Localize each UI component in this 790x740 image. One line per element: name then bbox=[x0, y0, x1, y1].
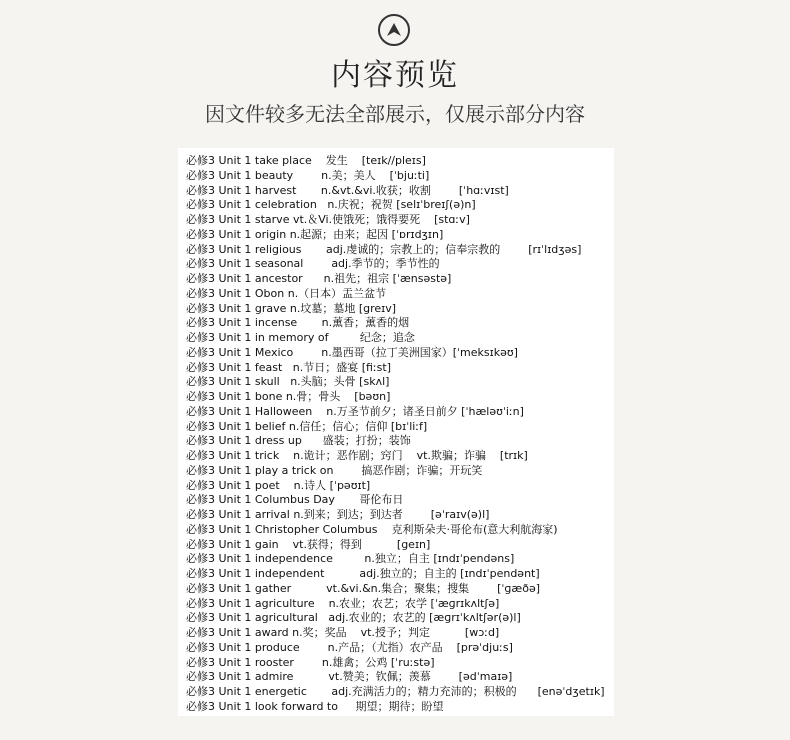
document-preview bbox=[178, 148, 614, 716]
vocab-line: 必修3 Unit 1 rooster n.雄禽；公鸡 [ˈruːstə] bbox=[186, 655, 435, 669]
vocab-line: 必修3 Unit 1 gather vt.&vi.&n.集合；聚集；搜集 [ˈɡæðə] bbox=[186, 581, 541, 595]
vocab-line: 必修3 Unit 1 look forward to 期望；期待；盼望 bbox=[186, 699, 444, 713]
vocab-line: 必修3 Unit 1 Obon n.（日本）盂兰盆节 bbox=[186, 286, 387, 300]
vocab-line: 必修3 Unit 1 produce n.产品；（尤指）农产品 [prəˈdjuːs] bbox=[186, 640, 513, 654]
vocab-line: 必修3 Unit 1 gain vt.获得；得到 [geɪn] bbox=[186, 537, 431, 551]
page-header bbox=[0, 0, 790, 140]
vocab-line: 必修3 Unit 1 starve vt.＆Vi.使饿死；饿得要死 [stɑːv] bbox=[186, 213, 470, 226]
vocab-line: 必修3 Unit 1 agriculture n.农业；农艺；农学 [ˈæɡrɪkʌltʃə] bbox=[186, 596, 500, 610]
vocab-line: 必修3 Unit 1 Columbus Day 哥伦布日 bbox=[186, 493, 404, 507]
up-arrow-icon bbox=[378, 14, 410, 46]
vocab-line: 必修3 Unit 1 belief n.信任；信心；信仰 [bɪˈliːf] bbox=[186, 419, 428, 433]
vocab-line: 必修3 Unit 1 arrival n.到来；到达；到达者 [əˈraɪv(ə)l] bbox=[186, 508, 490, 521]
page-subtitle: 因文件较多无法全部展示，仅展示部分内容 bbox=[205, 102, 585, 126]
vocab-line: 必修3 Unit 1 bone n.骨；骨头 [bəʊn] bbox=[186, 390, 391, 403]
vocab-line: 必修3 Unit 1 grave n.坟墓；墓地 [greɪv] bbox=[186, 301, 397, 315]
vocab-line: 必修3 Unit 1 poet n.诗人 [ˈpəʊɪt] bbox=[186, 478, 371, 492]
vocab-line: 必修3 Unit 1 Halloween n.万圣节前夕；诸圣日前夕 [ˈhæləʊˈiːn] bbox=[186, 404, 524, 418]
vocab-line: 必修3 Unit 1 seasonal adj.季节的；季节性的 bbox=[186, 257, 440, 271]
vocab-line: 必修3 Unit 1 independent adj.独立的；自主的 [ɪndɪˈpendənt] bbox=[186, 567, 540, 580]
document-lines bbox=[186, 154, 612, 715]
vocab-line: 必修3 Unit 1 harvest n.&vt.&vi.收获；收割 [ˈhɑːvɪst] bbox=[186, 183, 509, 197]
vocab-line: 必修3 Unit 1 celebration n.庆祝；祝贺 [selɪˈbreɪʃ(ə)n] bbox=[186, 198, 476, 212]
vocab-line: 必修3 Unit 1 skull n.头脑；头骨 [skʌl] bbox=[186, 375, 390, 389]
page-title: 内容预览 bbox=[331, 58, 459, 93]
vocab-line: 必修3 Unit 1 in memory of 纪念；追念 bbox=[186, 331, 415, 344]
vocab-line: 必修3 Unit 1 Christopher Columbus 克利斯朵夫·哥伦布(意大利航海家) bbox=[186, 522, 558, 536]
vocab-line: 必修3 Unit 1 take place 发生 [teɪk//pleɪs] bbox=[186, 154, 426, 167]
vocab-line: 必修3 Unit 1 trick n.诡计；恶作剧；窍门 vt.欺骗；诈骗 [trɪk] bbox=[186, 449, 528, 462]
vocab-line: 必修3 Unit 1 play a trick on 搞恶作剧；诈骗；开玩笑 bbox=[186, 463, 483, 477]
vocab-line: 必修3 Unit 1 feast n.节日；盛宴 [fiːst] bbox=[186, 360, 392, 374]
vocab-line: 必修3 Unit 1 energetic adj.充满活力的；精力充沛的；积极的 [enəˈdʒetɪk] bbox=[186, 685, 605, 698]
vocab-line: 必修3 Unit 1 independence n.独立；自主 [ɪndɪˈpendəns] bbox=[186, 552, 515, 566]
vocab-line: 必修3 Unit 1 beauty n.美；美人 [ˈbjuːti] bbox=[186, 168, 430, 182]
vocab-line: 必修3 Unit 1 dress up 盛装；打扮；装饰 bbox=[186, 434, 411, 448]
vocab-line: 必修3 Unit 1 religious adj.虔诚的；宗教上的；信奉宗教的 [rɪˈlɪdʒəs] bbox=[186, 242, 582, 256]
vocab-line: 必修3 Unit 1 award n.奖；奖品 vt.授予；判定 [wɔːd] bbox=[186, 626, 500, 639]
vocab-line: 必修3 Unit 1 incense n.薰香；薰香的烟 bbox=[186, 316, 410, 330]
vocab-line: 必修3 Unit 1 origin n.起源；由来；起因 [ˈɒrɪdʒɪn] bbox=[186, 227, 444, 241]
vocab-line: 必修3 Unit 1 ancestor n.祖先；祖宗 [ˈænsəstə] bbox=[186, 272, 452, 285]
vocab-line: 必修3 Unit 1 admire vt.赞美；钦佩；羡慕 [ədˈmaɪə] bbox=[186, 670, 513, 684]
vocab-line: 必修3 Unit 1 Mexico n.墨西哥（拉丁美洲国家）[ˈmeksɪkəʊ] bbox=[186, 345, 518, 359]
vocab-line: 必修3 Unit 1 agricultural adj.农业的；农艺的 [æɡrɪˈkʌltʃər(ə)l] bbox=[186, 611, 521, 625]
